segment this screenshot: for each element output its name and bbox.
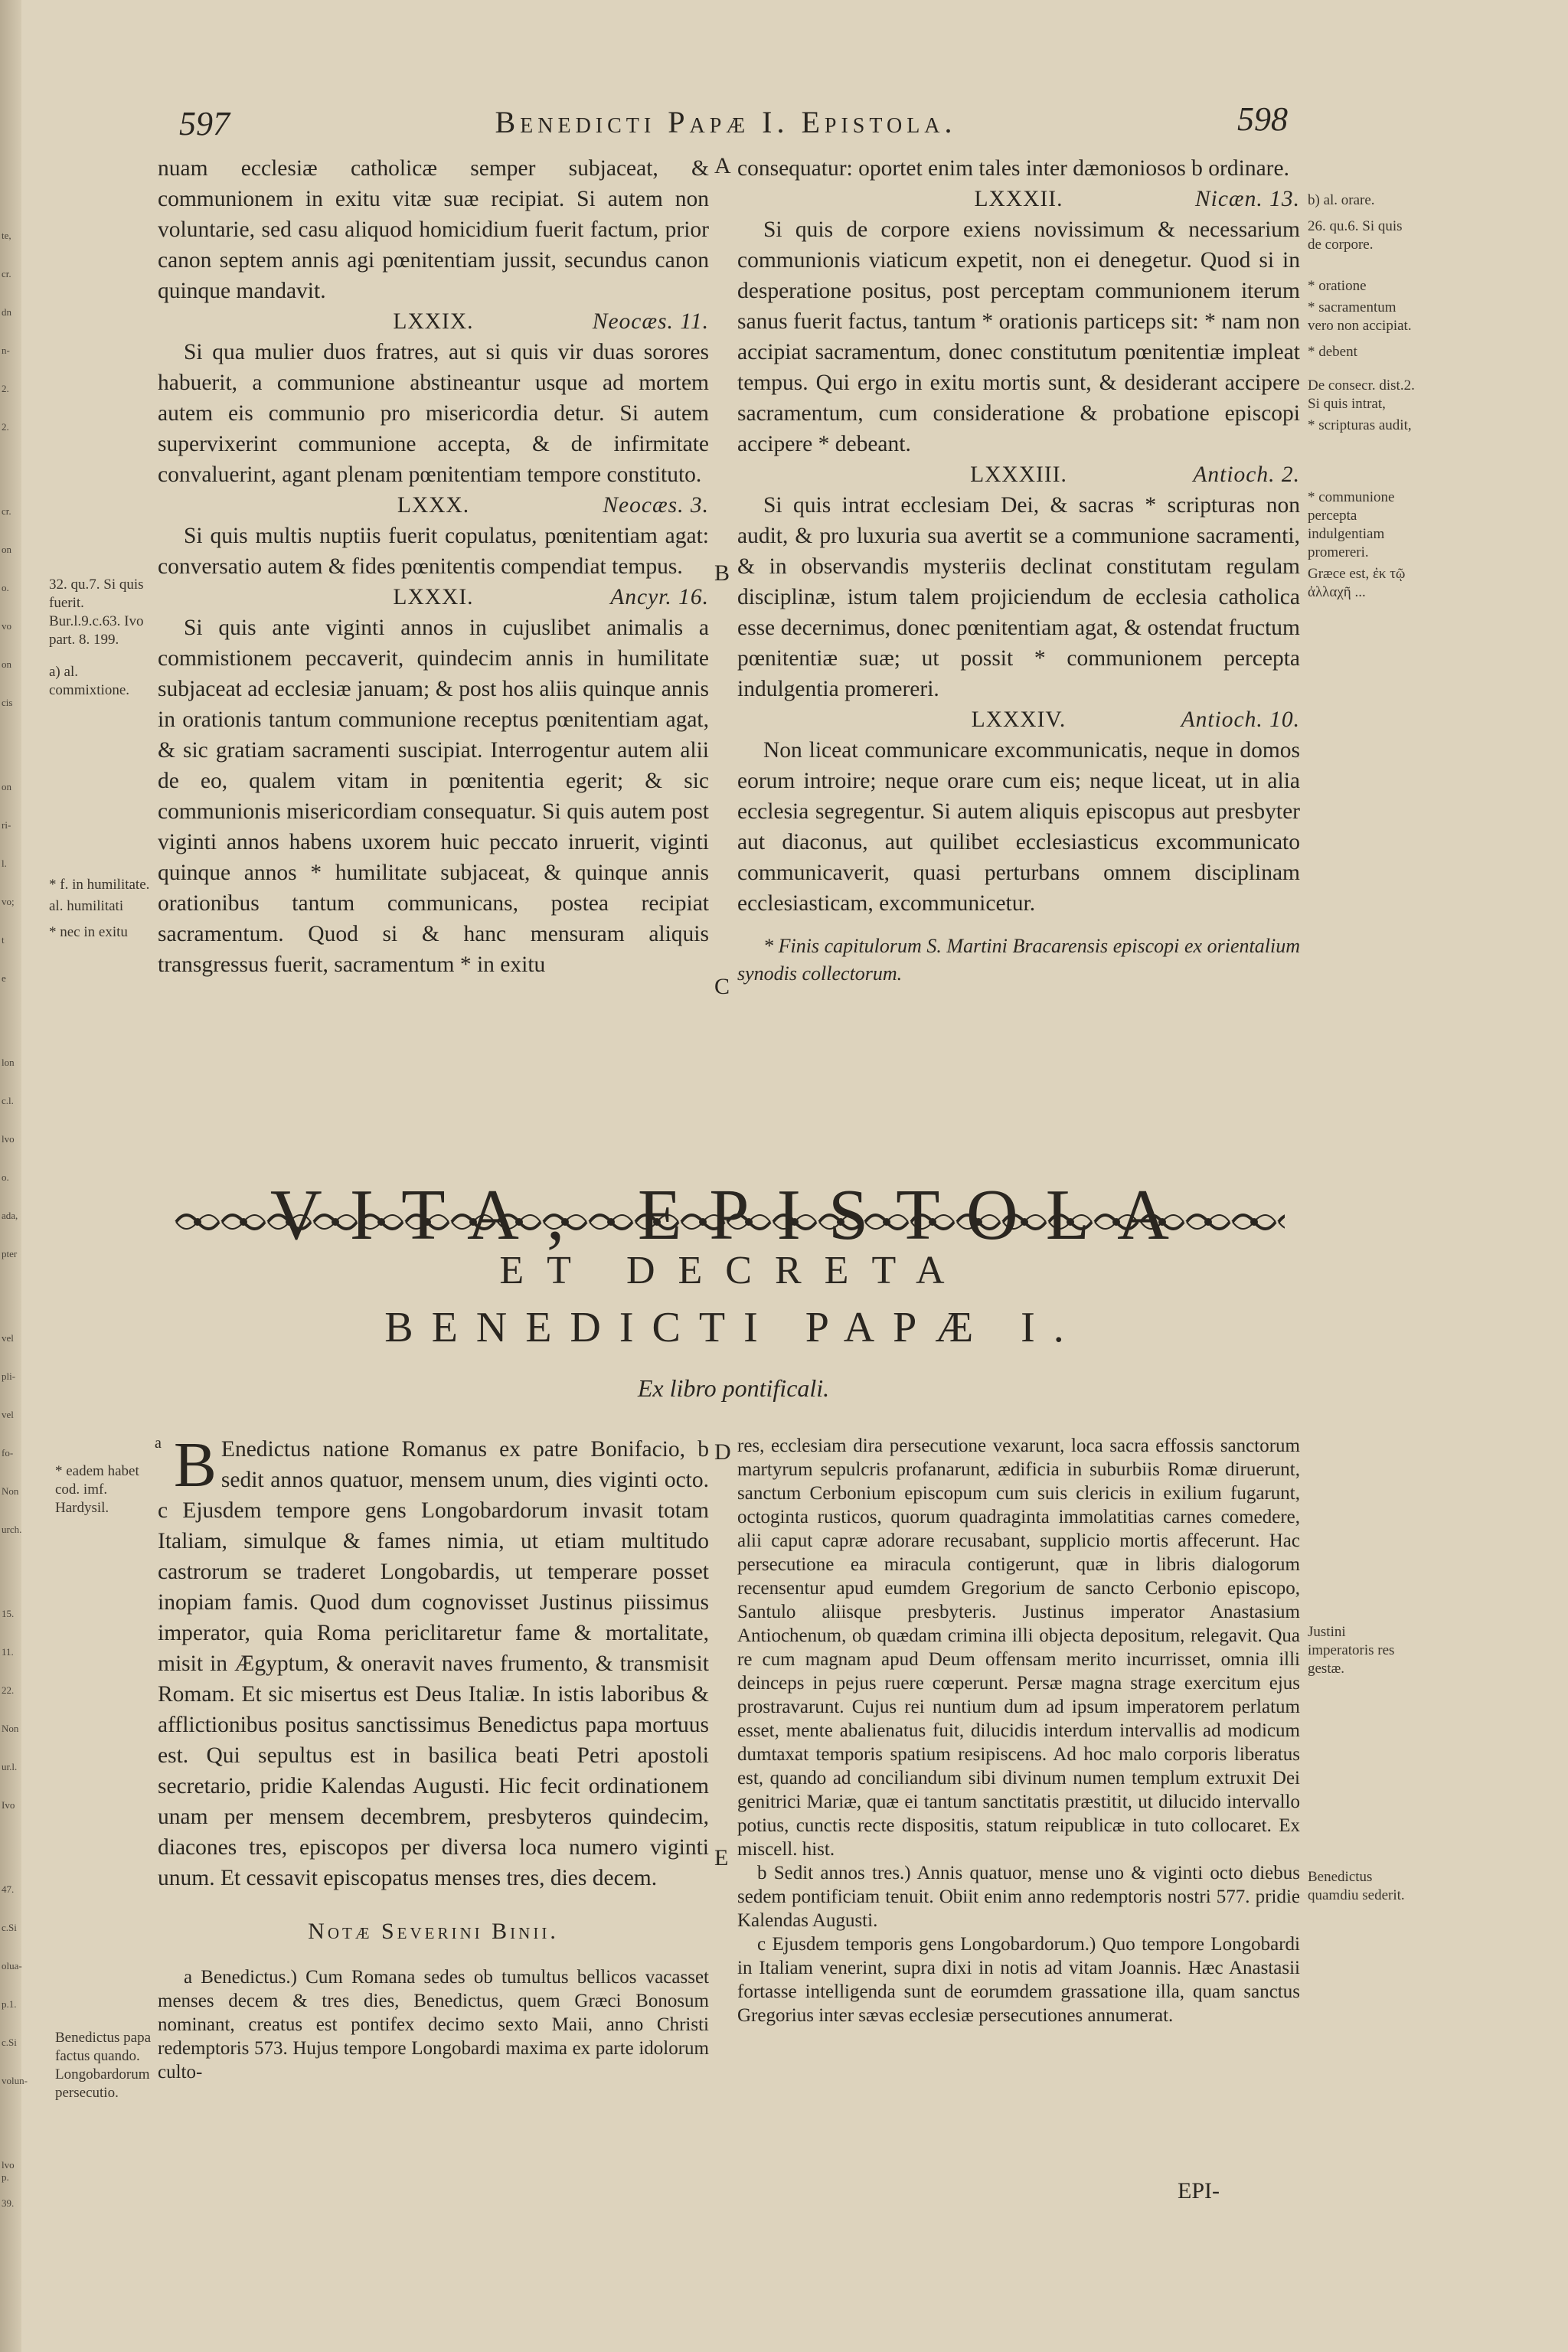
edge-fragment: o. (2, 1171, 9, 1183)
right-column-bottom (737, 1434, 1300, 2027)
running-head (21, 98, 1568, 144)
edge-fragment: vo; (2, 896, 15, 907)
paragraph: consequatur: oportet enim tales inter dæmoniosos b ordinare. (737, 156, 1289, 181)
edge-fragment: 39. (2, 2197, 15, 2209)
page-number-left: 597 (179, 105, 230, 142)
margin-note: * scripturas audit, (1308, 417, 1412, 433)
edge-fragment: on (2, 781, 11, 792)
section-letter: C (714, 974, 730, 999)
edge-fragment: e (2, 972, 6, 984)
edge-fragment: Ivo (2, 1799, 15, 1811)
edge-fragment: te, (2, 230, 11, 241)
notes-paragraph: a Benedictus.) Cum Romana sedes ob tumultus bellicos vacasset menses decem & tres dies, Benedictus, quem Græci Bonosum nominant, creatus est pontifex decimo sexto Maii, anno Christi redemptoris 573. Hujus tempore Longobardi maxima ex parte idolorum culto- (158, 1967, 709, 2082)
vita-source: Ex libro pontificali. (637, 1374, 830, 1402)
margin-note: De consecr. dist.2. Si quis intrat, (1308, 377, 1415, 412)
margin-note: b) al. orare. (1308, 192, 1375, 208)
chapter-source: Neocæs. 3. (603, 493, 709, 518)
edge-fragment: 47. (2, 1883, 15, 1895)
vita-paragraph (155, 1429, 709, 1893)
margin-notes-left-top (49, 576, 153, 945)
edge-fragment: cr. (2, 505, 11, 517)
chapter-heading (158, 306, 709, 337)
chapter-number: LXXXI. (393, 585, 474, 609)
chapter-number: LXXX. (397, 493, 470, 518)
edge-fragment: pli- (2, 1370, 16, 1382)
edge-fragment: c.Si (2, 1922, 17, 1933)
chapter-source: Neocæs. 11. (592, 309, 709, 334)
vita-title: VITA, EPISTOLA (270, 1175, 1197, 1255)
book-page (21, 0, 1568, 2352)
edge-fragment: urch. (2, 1524, 22, 1535)
edge-fragment: vel (2, 1332, 14, 1344)
section-letter: A (714, 153, 731, 178)
section-letter: B (714, 560, 730, 586)
notes-heading: Notæ Severini Binii. (308, 1919, 559, 1944)
notes-paragraph: c Ejusdem temporis gens Longobardorum.) Quo tempore Longobardi in Italiam venerint, supra dixi in notis ad vitam Joannis. Hæc Anastasii fortasse intelligenda sunt de eorumdem grassatione illa, quam sanctus Gregorius inter sævas ecclesiæ persecutiones annumerat. (737, 1934, 1300, 2026)
edge-fragment: c.l. (2, 1095, 14, 1106)
edge-fragment: ri- (2, 819, 11, 831)
edge-fragment: on (2, 658, 11, 670)
edge-fragment: fo- (2, 1447, 14, 1459)
paragraph: nuam ecclesiæ catholicæ semper subjaceat, & communionem in exitu vitæ suæ recipiat. Si autem non voluntarie, sed casu aliquod homicidium fuerit factum, prior canon septem annis agi pœnitentiam jussit, secundus canon quinque mandavit. (158, 156, 709, 303)
edge-fragment: p.1. (2, 1998, 17, 2010)
left-column-top (158, 153, 709, 980)
margin-note: 26. qu.6. Si quis de corpore. (1308, 218, 1403, 253)
chapter-heading (737, 184, 1300, 214)
edge-fragment: Non (2, 1723, 19, 1734)
paragraph: Non liceat communicare excommunicatis, neque in domos eorum introire; neque orare cum eis; neque liceat, ut in alia ecclesia segregentur. Si autem aliquis episcopus aut presbyter aut diaconus, aut quilibet ecclesiasticus excommunicato communicaverit, quasi perturbans omnem disciplinam ecclesiasticam, excommunicetur. (737, 738, 1300, 916)
edge-fragment: c.Si (2, 2037, 17, 2048)
margin-note: * nec in exitu (49, 924, 128, 940)
margin-note-left-bottom-2: Benedictus papa factus quando. Longobardorum persecutio. (55, 2030, 152, 2101)
section-letter: D (714, 1439, 731, 1465)
margin-note: * sacramentum vero non accipiat. (1308, 299, 1412, 334)
edge-fragment: 2. (2, 383, 9, 394)
margin-notes-right-top (1308, 191, 1415, 605)
edge-fragment: 11. (2, 1646, 14, 1658)
notes-paragraph: b Sedit annos tres.) Annis quatuor, mense uno & viginti octo diebus sedem pontificiam tenuit. Obiit enim anno redemptoris nostri 577. pridie Kalendas Augusti. (737, 1863, 1300, 1931)
edge-fragment: on (2, 544, 11, 555)
margin-note: * communione percepta indulgentiam promereri. (1308, 489, 1395, 560)
paragraph: Si qua mulier duos fratres, aut si quis vir duas sorores habuerit, a communione abstineantur usque ad mortem autem eis communio pro misericordia detur. Si autem supervixerint communione accepta, & de infirmitate convaluerint, agant plenam pœnitentiam tempore constituto. (158, 340, 709, 487)
margin-note-right-bottom-2: Benedictus quamdiu sederit. (1308, 1869, 1405, 1903)
chapter-source: Nicæn. 13. (1194, 187, 1300, 211)
vita-name: BENEDICTI PAPÆ I. (384, 1304, 1083, 1351)
margin-note: * f. in humilitate. (49, 877, 150, 893)
catchword: EPI- (1178, 2178, 1220, 2203)
chapter-heading (158, 582, 709, 612)
section-letter: E (714, 1845, 729, 1870)
paragraph: Si quis ante viginti annos in cujuslibet animalis a commistionem peccaverit, quindecim annis in humilitate subjaceat ad ecclesiæ januam; & post hos aliis quinque annis in orationis tantum communione receptus pœnitentiam agat, & sic gratiam sacramenti suscipiat. Interrogentur autem alii de eo, qualem vitam in pœnitentia egerit; & sic communionis misericordiam consequatur. Si quis autem post viginti annos habens uxorem huic peccato inruerit, viginti quinque annos * humilitate subjaceat, & quinque annis orationibus tantum communicans, postea recipiat sacramentum. Quod si & hanc mensuram aliquis transgressus fuerit, sacramentum * in exitu (158, 616, 709, 977)
paragraph: Si quis intrat ecclesiam Dei, & sacras * scripturas non audit, & pro luxuria sua avertit se a communione sacramenti, & in observandis mysteriis declinat constitutam regulam disciplinæ, istum talem projiciendum de ecclesia catholica esse decernimus, donec pœnitentiam agat, & ostendat fructum pœnitentiæ suæ; ut possit * communionem percepta indulgentia promereri. (737, 493, 1300, 701)
edge-fragment: t (2, 934, 5, 946)
chapter-number: LXXXII. (974, 187, 1063, 211)
margin-note: 32. qu.7. Si quis fuerit. Bur.l.9.c.63. Ivo part. 8. 199. (49, 577, 144, 648)
edge-fragment: 15. (2, 1608, 15, 1619)
edge-fragment: ur.l. (2, 1761, 18, 1772)
vita-subtitle: ET DECRETA (499, 1249, 968, 1292)
drop-capital: B (173, 1429, 217, 1501)
notes-paragraph: res, ecclesiam dira persecutione vexarunt, loca sacra effossis sanctorum martyrum sepulcris profanarunt, ædificia in suburbiis Romæ diruerunt, sanctum Cerbonium episcopum cum suis clericis in exilium fugarunt, octoginta rusticos, quorum quadraginta immolatitias carnes comedere, alii caput capræ adorare recusabant, supplicio mortis affecerunt. Hac persecutione ea miracula contigerunt, quæ in libris dialogorum recensentur apud eumdem Gregorium de sancto Cerbonio episcopo, Santulo aliisque presbyteris. Justinus imperator Anastasium Antiochenum, ob quædam crimina illi objecta depositum, relegavit. Qua re cum magnam apud Deum offensam merito incurrisset, omnia illi deinceps in pejus ruere cœperunt. Persæ magna strage exercitum ejus prostravarunt. Cujus rei nuntium dum ad ipsum imperatorem perlatum esset, mente abalienatus fuit, dilucidis interdum intervallis ad modicum dumtaxat temporis spatium resipiscens. Ad hoc malo corporis liberatus est, quando ad conciliandum sibi divinum numen templum extruxit Dei genitrici Mariæ, quæ ei tantum sanctitatis præstitit, ut dilucido intervallo potius, cunctis recte dispositis, statum reipublicæ in tuto collocaret. Ex miscell. hist. (737, 1436, 1300, 1860)
edge-fragment: vo (2, 620, 11, 632)
edge-fragment: l. (2, 858, 7, 869)
paragraph: Si quis multis nuptiis fuerit copulatus, pœnitentiam agat: conversatio autem & fides pœnitentis compendiat tempus. (158, 524, 709, 579)
edge-fragment: olua- (2, 1960, 22, 1971)
footnote: * Finis capitulorum S. Martini Bracarensis episcopi ex orientalium synodis collectorum. (737, 935, 1300, 985)
page-number-right: 598 (1237, 100, 1288, 138)
edge-fragment: lvo p. (2, 2159, 15, 2183)
previous-page-edge (0, 0, 28, 2352)
edge-fragment: pter (2, 1248, 18, 1259)
margin-note-left-bottom-1: * eadem habet cod. imf. Hardysil. (55, 1463, 139, 1516)
chapter-number: LXXIX. (393, 309, 474, 334)
note-marker: a (155, 1435, 162, 1452)
vita-text: Enedictus natione Romanus ex patre Bonifacio, b sedit annos quatuor, mensem unum, dies viginti octo. c Ejusdem tempore gens Longobardorum invasit totam Italiam, simulque & fames nimia, ut etiam multitudo castrorum se traderet Longobardis, ut temperare posset inopiam famis. Quod dum cognovisset Justinus piissimus imperator, quia Roma periclitaretur fame & mortalitate, misit in Ægyptum, & oneravit naves frumento, & transmisit Romam. Et sic misertus est Deus Italiæ. In istis laboribus & afflictionibus positus sanctissimus Benedictus papa mortuus est. Qui sepultus est in basilica beati Petri apostoli secretario, pridie Kalendas Augusti. Hic fecit ordinationem unam per mensem decembrem, presbyteros quindecim, diacones tres, episcopos per diversa loca numero viginti unum. Et cessavit episcopatus menses tres, dies decem. (158, 1437, 709, 1890)
chapter-source: Antioch. 10. (1181, 707, 1300, 732)
chapter-heading (158, 490, 709, 521)
running-title: Benedicti Papæ I. Epistola. (495, 105, 957, 139)
edge-fragment: lvo (2, 1133, 15, 1145)
edge-fragment: 22. (2, 1684, 15, 1696)
edge-fragment: volun- (2, 2075, 28, 2086)
left-column-bottom (155, 1429, 709, 2084)
edge-fragment: o. (2, 582, 9, 593)
edge-fragment: ada, (2, 1210, 18, 1221)
chapter-heading (737, 704, 1300, 735)
edge-fragment: n- (2, 345, 10, 356)
right-column-top (737, 153, 1300, 988)
edge-fragment: Non (2, 1485, 19, 1497)
paragraph: Si quis de corpore exiens novissimum & necessarium communionis viaticum expetit, non ei denegetur. Quod si in desperatione positus, post perceptam communionem iterum sanus fuerit factus, tantum * orationis particeps sit: * nam non accipiat sacramentum, donec constitutum pœnitentiæ impleat tempus. Qui ergo in exitu mortis sunt, & desiderant accipere sacramentum, cum consideratione & probatione episcopi accipere * debeant. (737, 217, 1300, 456)
margin-note: * debent (1308, 344, 1357, 360)
margin-note: a) al. commixtione. (49, 664, 130, 698)
edge-fragment: dn (2, 306, 11, 318)
chapter-source: Ancyr. 16. (610, 585, 709, 609)
margin-note: Græce est, ἐκ τῷ ἀλλαχῆ ... (1308, 566, 1406, 600)
margin-note: al. humilitati (49, 898, 124, 914)
chapter-heading (737, 459, 1300, 490)
chapter-number: LXXXIV. (971, 707, 1067, 732)
edge-fragment: lon (2, 1057, 15, 1068)
edge-fragment: 2. (2, 421, 9, 433)
chapter-source: Antioch. 2. (1193, 462, 1300, 487)
chapter-number: LXXXIII. (970, 462, 1067, 487)
edge-fragment: vel (2, 1409, 14, 1420)
margin-note-right-bottom-1: Justini imperatoris res gestæ. (1308, 1624, 1395, 1677)
edge-fragment: cis (2, 697, 13, 708)
edge-fragment: cr. (2, 268, 11, 279)
margin-note: * oratione (1308, 278, 1367, 294)
